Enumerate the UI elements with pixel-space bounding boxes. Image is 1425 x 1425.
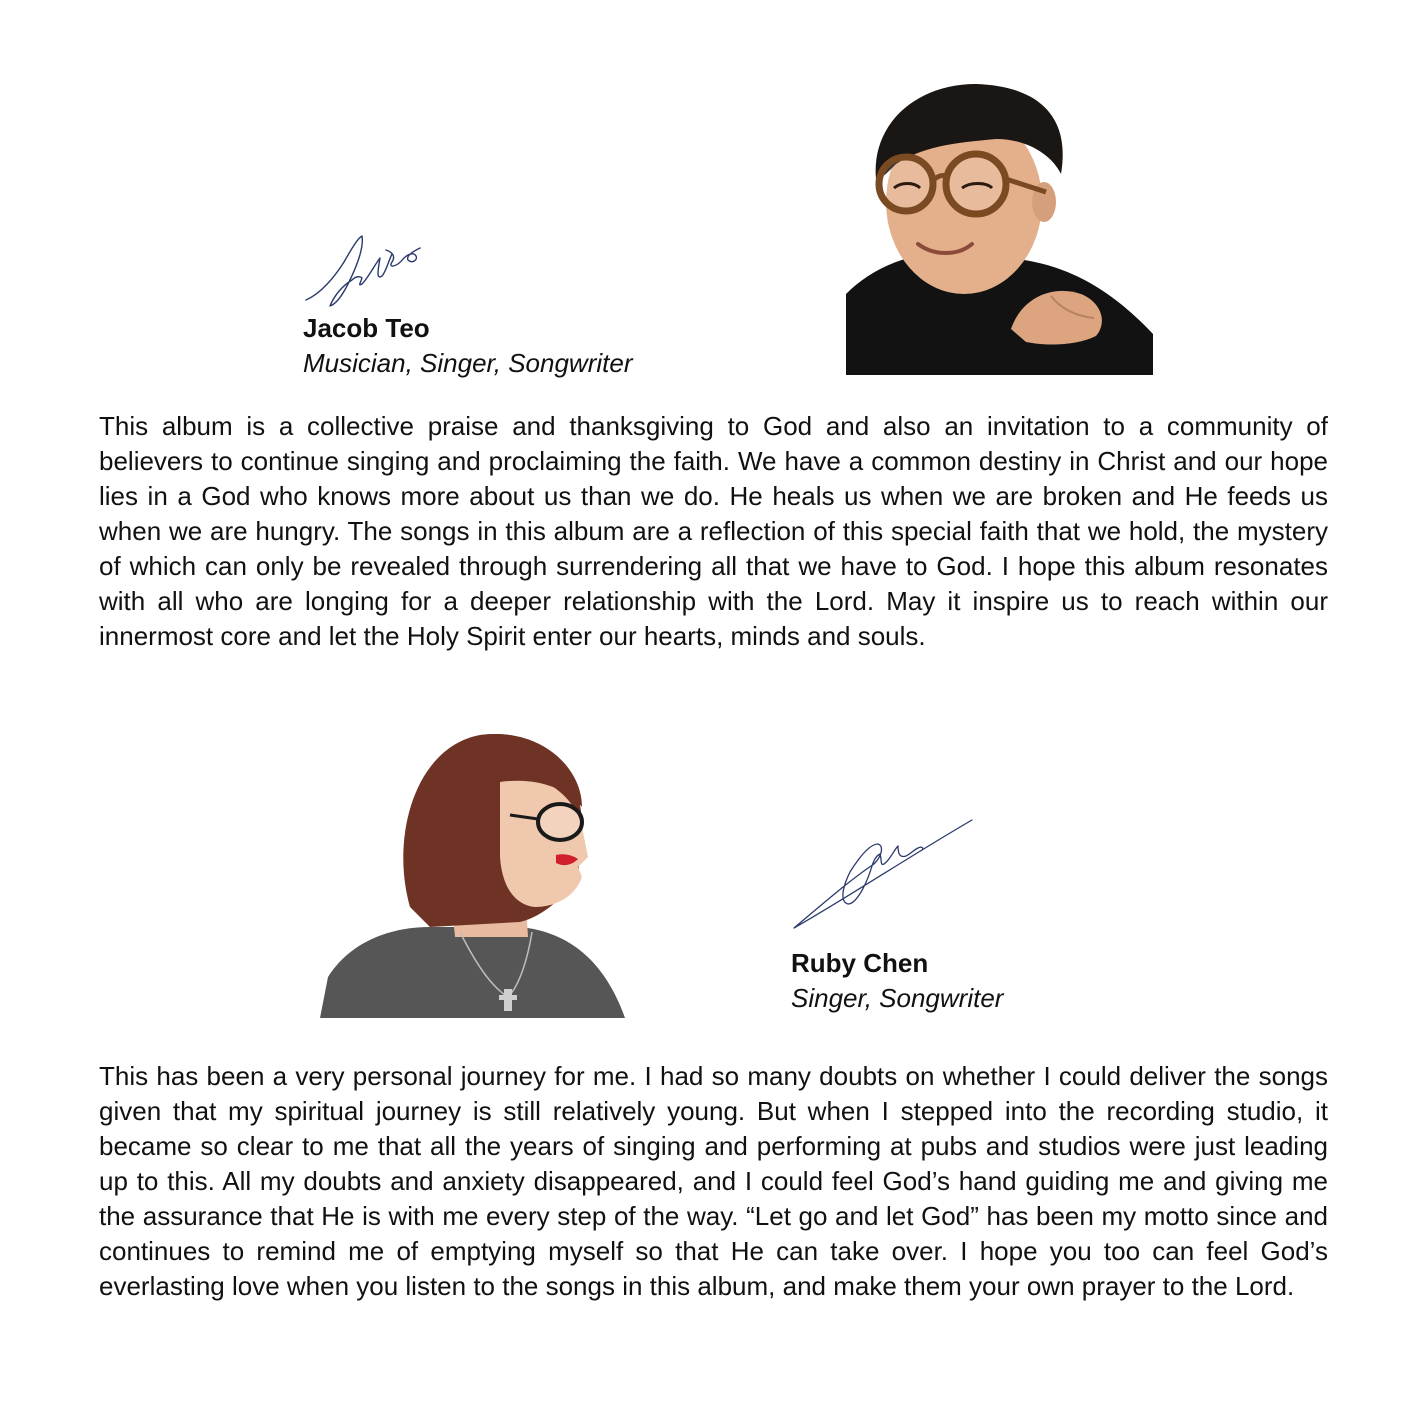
jacob-teo-statement: This album is a collective praise and thanksgiving to God and also an invitation to a community of believers to continue singing and proclaiming the faith. We have a common destiny in Christ and our hope lies in a God who knows more about us than we do. He heals us when we are broken and He feeds us when we are hungry. The songs in this album are a reflection of this special faith that we hold, the mystery of which can only be revealed through surrendering all that we have to God. I hope this album resonates with all who are longing for a deeper relationship with the Lord. May it inspire us to reach within our innermost core and let the Holy Spirit enter our hearts, minds and souls. [99,411,1328,651]
jacob-teo-signature [300,228,435,310]
ruby-chen-photo [320,727,628,1018]
jacob-teo-role: Musician, Singer, Songwriter [303,348,633,378]
jacob-teo-photo [846,84,1153,375]
ruby-chen-role: Singer, Songwriter [791,983,1004,1013]
ruby-chen-name: Ruby Chen [791,948,929,978]
jacob-teo-name: Jacob Teo [303,313,430,343]
ruby-chen-signature [790,816,975,934]
ruby-chen-statement: This has been a very personal journey for me. I had so many doubts on whether I could deliver the songs given that my spiritual journey is still relatively young. But when I stepped into the recording studio, it became so clear to me that all the years of singing and performing at pubs and studios were just leading up to this. All my doubts and anxiety disappeared, and I could feel God’s hand guiding me and giving me the assurance that He is with me every step of the way. “Let go and let God” has been my motto since and continues to remind me of emptying myself so that He can take over. I hope you too can feel God’s everlasting love when you listen to the songs in this album, and make them your own prayer to the Lord. [99,1061,1328,1301]
